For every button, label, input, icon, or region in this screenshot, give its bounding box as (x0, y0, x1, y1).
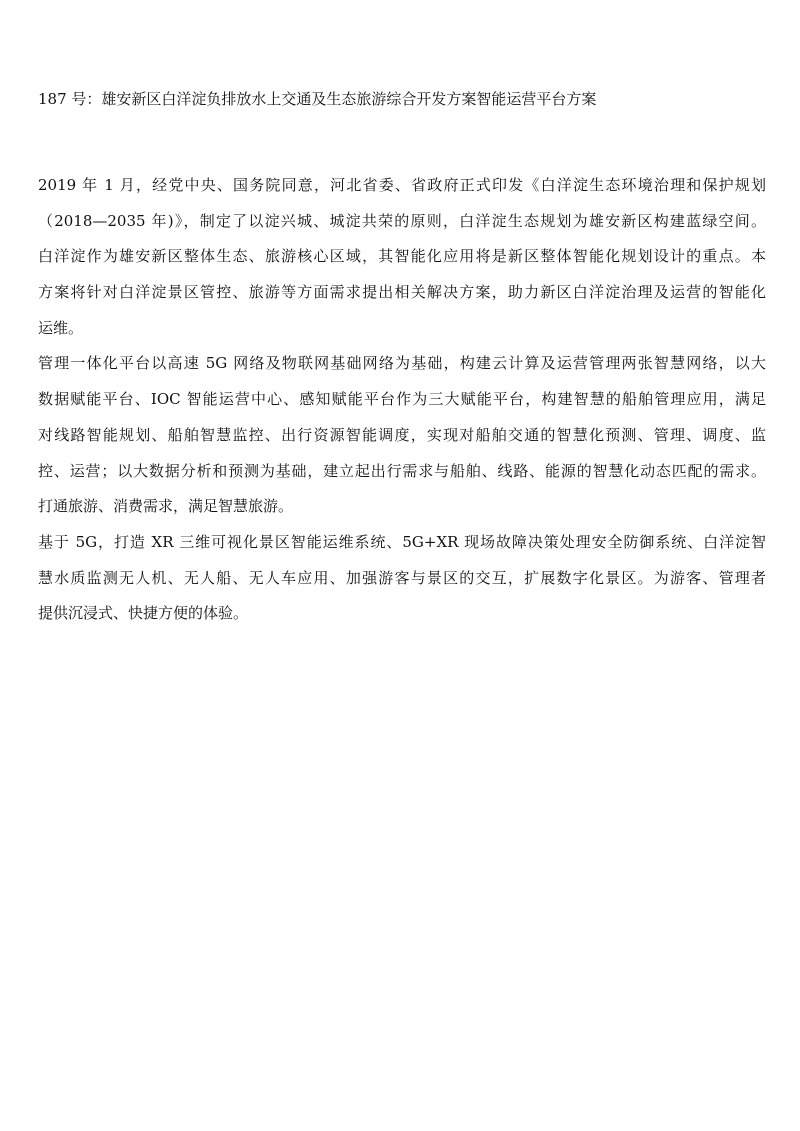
paragraph-line: 方案将针对白洋淀景区管控、旅游等方面需求提出相关解决方案，助力新区白洋淀治理及运营的智能化 (38, 283, 766, 302)
paragraph-line: 控、运营；以大数据分析和预测为基础，建立起出行需求与船舶、线路、能源的智慧化动态匹配的需求。 (38, 461, 766, 480)
paragraph-line: 打通旅游、消费需求，满足智慧旅游。 (38, 497, 294, 516)
paragraph-line: （2018—2035 年)》，制定了以淀兴城、城淀共荣的原则，白洋淀生态规划为雄安新区构建蓝绿空间。 (38, 211, 766, 230)
document-title: 187 号：雄安新区白洋淀负排放水上交通及生态旅游综合开发方案智能运营平台方案 (38, 90, 597, 108)
paragraph-line: 管理一体化平台以高速 5G 网络及物联网基础网络为基础，构建云计算及运营管理两张智慧网络，以大 (38, 354, 766, 373)
paragraph-line: 基于 5G，打造 XR 三维可视化景区智能运维系统、5G+XR 现场故障决策处理安全防御系统、白洋淀智 (38, 532, 766, 551)
paragraph-line: 2019 年 1 月，经党中央、国务院同意，河北省委、省政府正式印发《白洋淀生态环境治理和保护规划 (38, 176, 766, 194)
paragraph-2 (38, 348, 766, 526)
paragraph-line: 数据赋能平台、IOC 智能运营中心、感知赋能平台作为三大赋能平台，构建智慧的船舶管理应用，满足 (38, 390, 766, 409)
paragraph-line: 慧水质监测无人机、无人船、无人车应用、加强游客与景区的交互，扩展数字化景区。为游客、管理者 (38, 568, 766, 587)
paragraph-3 (38, 527, 766, 634)
document-body (38, 170, 766, 634)
paragraph-line: 运维。 (38, 318, 84, 337)
paragraph-line: 提供沉浸式、快捷方便的体验。 (38, 604, 249, 623)
paragraph-1 (38, 170, 766, 348)
paragraph-line: 对线路智能规划、船舶智慧监控、出行资源智能调度，实现对船舶交通的智慧化预测、管理、调度、监 (38, 425, 766, 444)
paragraph-line: 白洋淀作为雄安新区整体生态、旅游核心区域，其智能化应用将是新区整体智能化规划设计的重点。本 (38, 247, 766, 266)
